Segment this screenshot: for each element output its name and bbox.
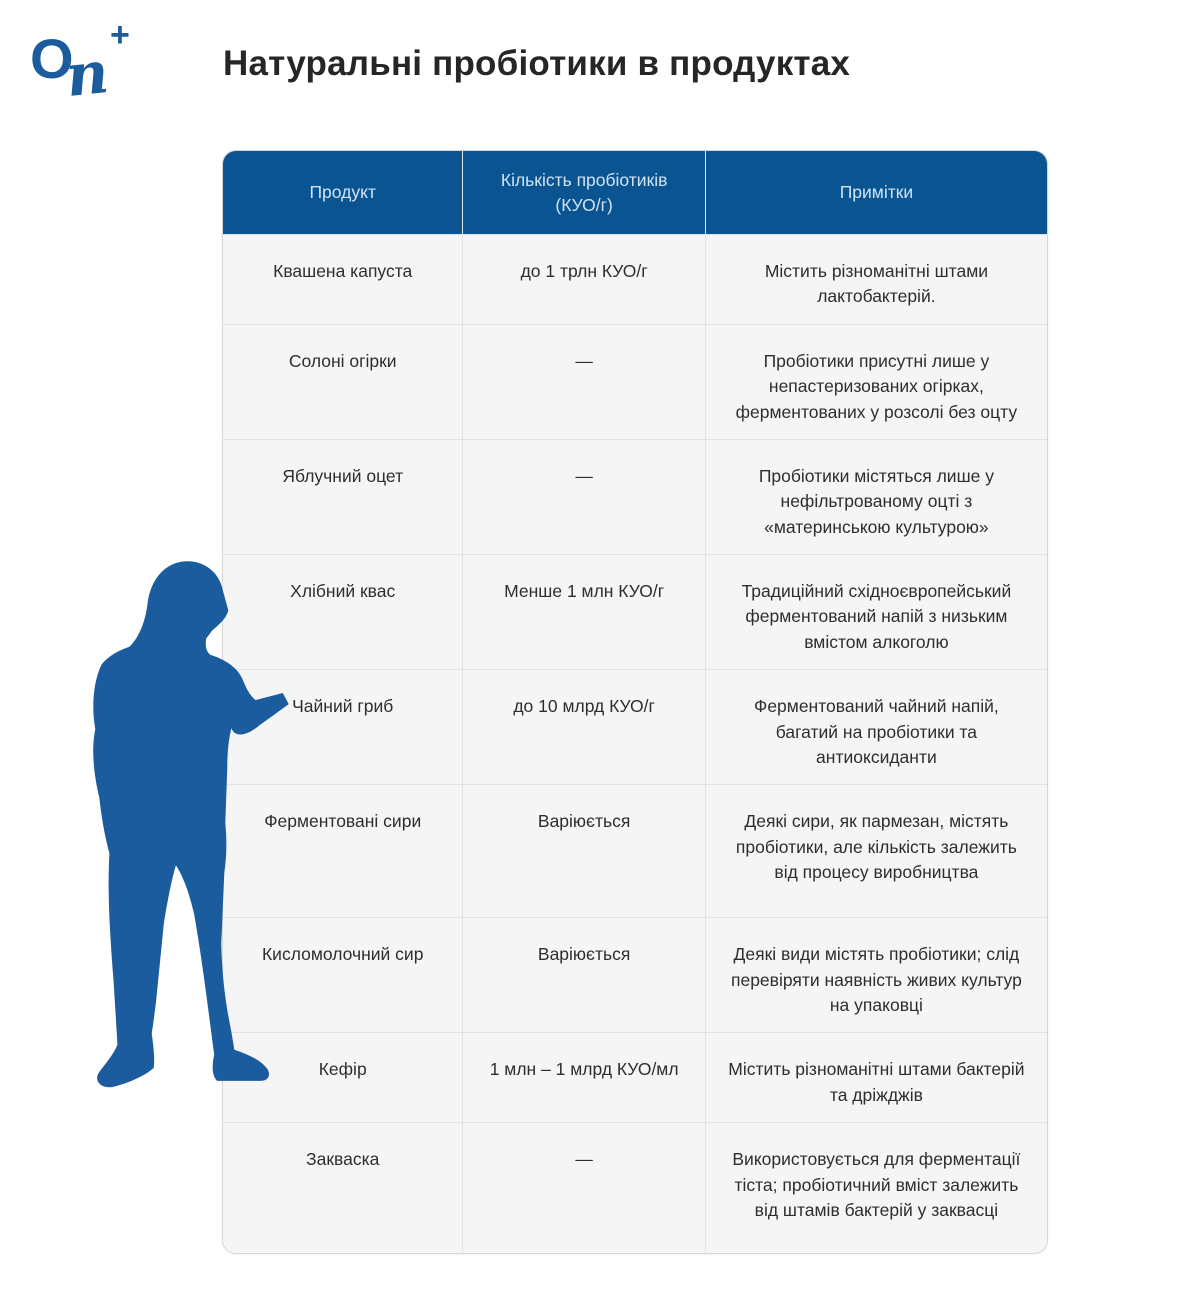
cell-notes: Містить різноманітні штами лактобактерій. <box>705 235 1047 324</box>
cell-amount: — <box>462 1123 704 1253</box>
table-row <box>223 669 1047 784</box>
brand-logo <box>26 14 136 119</box>
table-row <box>223 1122 1047 1253</box>
cell-notes: Ферментований чайний напій, багатий на пробіотики та антиоксиданти <box>705 670 1047 784</box>
cell-product: Яблучний оцет <box>282 465 404 486</box>
cell-product: Квашена капуста <box>273 261 413 281</box>
table-row <box>223 917 1047 1032</box>
cell-product: Кефір <box>318 1059 367 1080</box>
cell-amount: Варіюється <box>462 918 704 1032</box>
cell-amount: до 1 трлн КУО/г <box>462 235 704 324</box>
table-row <box>223 324 1047 439</box>
table-header-row <box>223 151 1047 234</box>
probiotics-table <box>222 150 1048 1254</box>
header-notes: Примітки <box>705 151 1047 234</box>
header-product: Продукт <box>309 182 376 203</box>
cell-amount: — <box>462 440 704 554</box>
logo-letter-n: n <box>62 37 112 111</box>
cell-amount: — <box>462 325 704 439</box>
cell-product: Закваска <box>306 1149 380 1170</box>
table-row <box>223 554 1047 669</box>
table-row <box>223 1032 1047 1122</box>
cell-product: Кисломолочний сир <box>261 944 424 965</box>
header-amount: Кількість пробіотиків (КУО/г) <box>462 151 704 234</box>
cell-notes: Деякі сири, як пармезан, містять пробіотики, але кількість залежить від процесу виробництва <box>705 785 1047 917</box>
cell-notes: Деякі види містять пробіотики; слід перевіряти наявність живих культур на упаковці <box>705 918 1047 1032</box>
cell-amount: 1 млн – 1 млрд КУО/мл <box>462 1033 704 1122</box>
cell-notes: Використовується для ферментації тіста; пробіотичний вміст залежить від штамів бактерій у заквасці <box>705 1123 1047 1253</box>
cell-notes: Традиційний східноєвропейський ферментований напій з низьким вмістом алкоголю <box>705 555 1047 669</box>
logo-letter-o: O <box>30 27 74 90</box>
table-row <box>223 234 1047 324</box>
cell-notes: Пробіотики присутні лише у непастеризованих огірках, ферментованих у розсолі без оцту <box>705 325 1047 439</box>
logo-plus-icon: + <box>110 16 130 54</box>
cell-notes: Пробіотики містяться лише у нефільтрованому оцті з «материнською культурою» <box>705 440 1047 554</box>
cell-product: Солоні огірки <box>288 350 397 371</box>
cell-notes: Містить різноманітні штами бактерій та дріжджів <box>705 1033 1047 1122</box>
page-title: Натуральні пробіотики в продуктах <box>223 44 851 83</box>
cell-product: Чайний гриб <box>292 696 394 717</box>
cell-product: Ферментовані сири <box>264 811 422 832</box>
cell-amount: до 10 млрд КУО/г <box>462 670 704 784</box>
cell-amount: Менше 1 млн КУО/г <box>462 555 704 669</box>
table-row <box>223 784 1047 917</box>
cell-amount: Варіюється <box>462 785 704 917</box>
table-row <box>223 439 1047 554</box>
person-with-phone-silhouette <box>86 556 290 1090</box>
cell-product: Хлібний квас <box>290 581 396 601</box>
